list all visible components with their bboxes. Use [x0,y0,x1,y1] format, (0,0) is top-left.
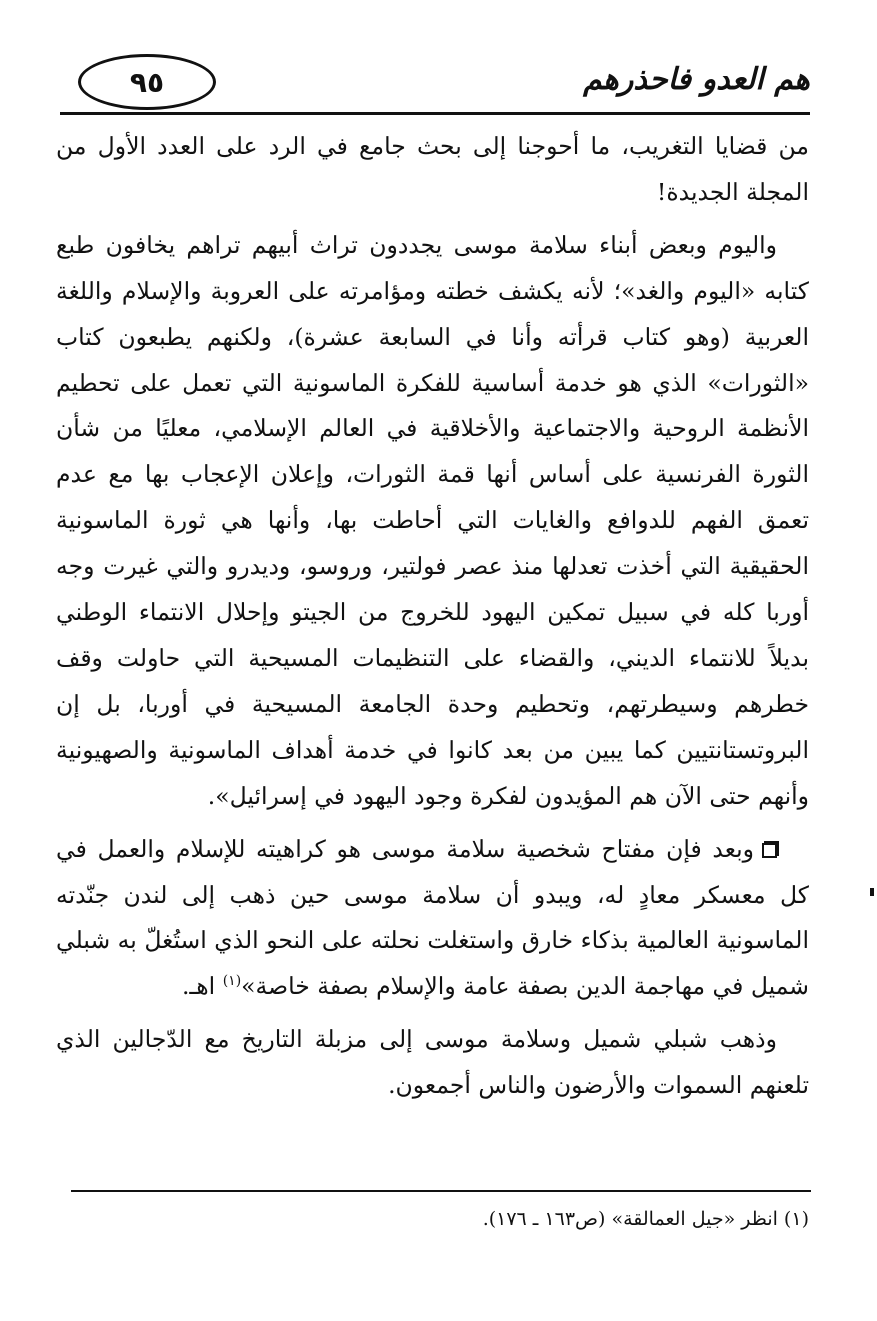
paragraph-3-end: اهـ. [181,972,223,1001]
page-number-oval [78,54,216,110]
footnote-rule [71,1190,811,1192]
running-title: هم العدو فاحذرهم [583,62,810,97]
footnote: (١) انظر «جيل العمالقة» (ص١٦٣ ـ ١٧٦). [482,1208,809,1230]
body-text [56,124,809,1109]
page-header [60,48,810,118]
paragraph-3 [56,827,809,1011]
margin-mark [870,888,874,896]
checkbox-bullet-icon [762,843,777,858]
page-number: ٩٥ [129,65,165,99]
header-rule [60,112,810,115]
footnote-reference[interactable]: (١) [222,973,242,990]
paragraph-2: واليوم وبعض أبناء سلامة موسى يجددون تراث أبيهم تراهم يخافون طبع كتابه «اليوم والغد»؛ لأنه يكشف خطته ومؤامرته على العروبة والإسلام واللغة العربية (وهو كتاب قرأته وأنا في السابعة عشرة)، ولكنهم يطبعون كتاب «الثورات» الذي هو خدمة أساسية للفكرة الماسونية التي تعمل على تحطيم الأنظمة الروحية والاجتماعية والأخلاقية في العالم الإسلامي، معليًا من شأن الثورة الفرنسية على أساس أنها قمة الثورات، وإعلان الإعجاب بها مع عدم تعمق الفهم للدوافع والغايات التي أحاطت بها، وأنها هي ثورة الماسونية الحقيقية التي أخذت تعدلها منذ عصر فولتير، وروسو، وديدرو والتي غيرت وجه أوربا كله في سبيل تمكين اليهود للخروج من الجيتو وإحلال الانتماء الوطني بديلاً للانتماء الديني، والقضاء على التنظيمات المسيحية التي حاولت وقف خطرهم وسيطرتهم، وتحطيم وحدة الجامعة المسيحية في أوربا، بل إن البروتستانتيين كما يبين من بعد كانوا في خدمة أهداف الماسونية والصهيونية وأنهم حتى الآن هم المؤيدون لفكرة وجود اليهود في إسرائيل». [56,230,809,810]
paragraph-3-text: وبعد فإن مفتاح شخصية سلامة موسى هو كراهيته للإسلام والعمل في كل معسكر معادٍ له، ويبدو أن سلامة موسى حين ذهب إلى لندن جنّدته الماسونية العالمية بذكاء خارق واستغلت نحلته على النحو الذي استُغلّ به شبلي شميل في مهاجمة الدين بصفة عامة والإسلام بصفة خاصة» [56,834,809,1001]
paragraph-4: وذهب شبلي شميل وسلامة موسى إلى مزبلة التاريخ مع الدّجالين الذي تلعنهم السموات والأرضون والناس أجمعون. [56,1025,809,1100]
paragraph-1: من قضايا التغريب، ما أحوجنا إلى بحث جامع في الرد على العدد الأول من المجلة الجديدة! [56,132,809,206]
